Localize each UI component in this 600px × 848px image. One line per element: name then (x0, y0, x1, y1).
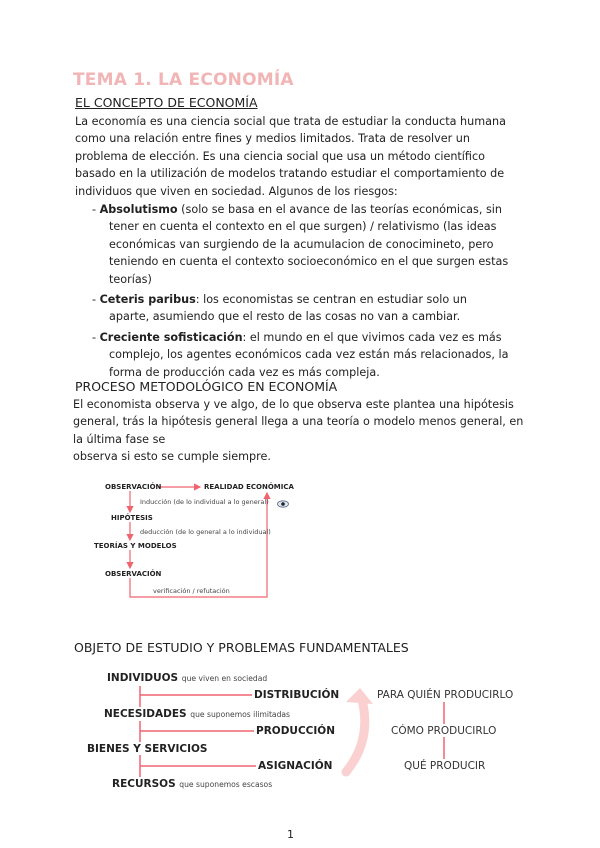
bullet-term: Absolutismo (99, 203, 178, 216)
label-induccion: Inducción (de lo individual a lo general) (140, 498, 269, 506)
label-recursos (112, 778, 272, 790)
label-bienes (87, 743, 207, 755)
section-heading-concepto: EL CONCEPTO DE ECONOMÍA (75, 95, 258, 110)
label-bold: INDIVIDUOS (107, 672, 179, 684)
label-realidad-economica: REALIDAD ECONÓMICA (204, 483, 294, 491)
text-line: aparte, asumiendo que el resto de las cosas no van a cambiar. (109, 310, 461, 324)
text-line: general, trás la hipótesis general llega a una teoría o modelo menos general, en (73, 415, 524, 429)
label-bold: NECESIDADES (104, 708, 187, 720)
text-line: teorías) (109, 272, 152, 286)
text-line: económicas van surgiendo de la acumulacion de conocimineto, pero (109, 237, 494, 251)
label-note: que suponemos escasos (179, 780, 273, 789)
bullet-absolutismo: - Absolutismo (solo se basa en el avance de las teorías económicas, sin (92, 203, 502, 216)
label-produccion: PRODUCCIÓN (256, 725, 335, 737)
curved-up-arrow-icon (346, 688, 373, 772)
bullet-ceteris: - Ceteris paribus: los economistas se centran en estudiar solo un (92, 293, 467, 307)
text-line: problema de elección. Es una ciencia social que usa un método científico (75, 149, 485, 163)
label-teorias: TEORÍAS Y MODELOS (94, 542, 177, 550)
label-necesidades (104, 708, 290, 720)
text-line: individuos que viven en sociedad. Algunos de los riesgos: (75, 184, 398, 198)
label-verificacion: verificación / refutación (153, 587, 230, 595)
label-para-quien: PARA QUIÉN PRODUCIRLO (377, 689, 514, 701)
bullet-text: : los economistas se centran en estudiar solo un (195, 293, 467, 307)
section-heading-proceso: PROCESO METODOLÓGICO EN ECONOMÍA (75, 379, 338, 394)
text-line: complejo, los agentes económicos cada vez están más relacionados, la (109, 348, 509, 362)
text-line: tener en cuenta el contexto en el que surgen) / relativismo (las ideas (109, 220, 497, 234)
eye-icon (278, 501, 289, 507)
bullet-text: (solo se basa en el avance de las teorías económicas, sin (177, 203, 502, 216)
label-note: que suponemos ilimitadas (190, 710, 291, 719)
text-line: como una relación entre fines y medios limitados. Trata de resolver un (75, 132, 470, 146)
label-observacion-1: OBSERVACIÓN (105, 483, 162, 491)
label-bold: BIENES Y SERVICIOS (87, 743, 208, 755)
page-title: TEMA 1. LA ECONOMÍA (73, 70, 294, 90)
bullet-term: Creciente sofisticación (99, 330, 243, 344)
label-note: que viven en sociedad (181, 674, 268, 683)
label-individuos (107, 672, 267, 684)
page-number: 1 (287, 828, 294, 841)
text-line: observa si esto se cumple siempre. (73, 450, 271, 464)
text-line: basado en la utilización de modelos tratando estudiar el comportamiento de (75, 167, 505, 181)
label-observacion-2: OBSERVACIÓN (105, 570, 162, 578)
text-line: teniendo en cuenta el contexto socioeconómico en el que surgen estas (109, 255, 509, 269)
text-line: La economía es una ciencia social que trata de estudiar la conducta humana (75, 115, 506, 128)
text-line: El economista observa y ve algo, de lo que observa este plantea una hipótesis (73, 398, 514, 411)
text-line: forma de producción cada vez es más compleja. (109, 365, 380, 379)
label-distribucion: DISTRIBUCIÓN (254, 689, 340, 701)
bullet-term: Ceteris paribus (99, 293, 196, 307)
bullet-text: : el mundo en el que vivimos cada vez es más (242, 330, 502, 344)
section-heading-objeto: OBJETO DE ESTUDIO Y PROBLEMAS FUNDAMENTALES (74, 640, 409, 655)
bullet-sofisticacion: - Creciente sofisticación: el mundo en el que vivimos cada vez es más (92, 330, 502, 344)
label-hipotesis: HIPÓTESIS (111, 514, 153, 522)
label-bold: RECURSOS (112, 778, 176, 790)
label-asignacion: ASIGNACIÓN (258, 760, 333, 772)
label-que: QUÉ PRODUCIR (404, 760, 486, 772)
label-deduccion: deducción (de lo general a lo individual) (140, 528, 271, 536)
text-line: la última fase se (73, 432, 166, 446)
label-como: CÓMO PRODUCIRLO (391, 725, 497, 737)
